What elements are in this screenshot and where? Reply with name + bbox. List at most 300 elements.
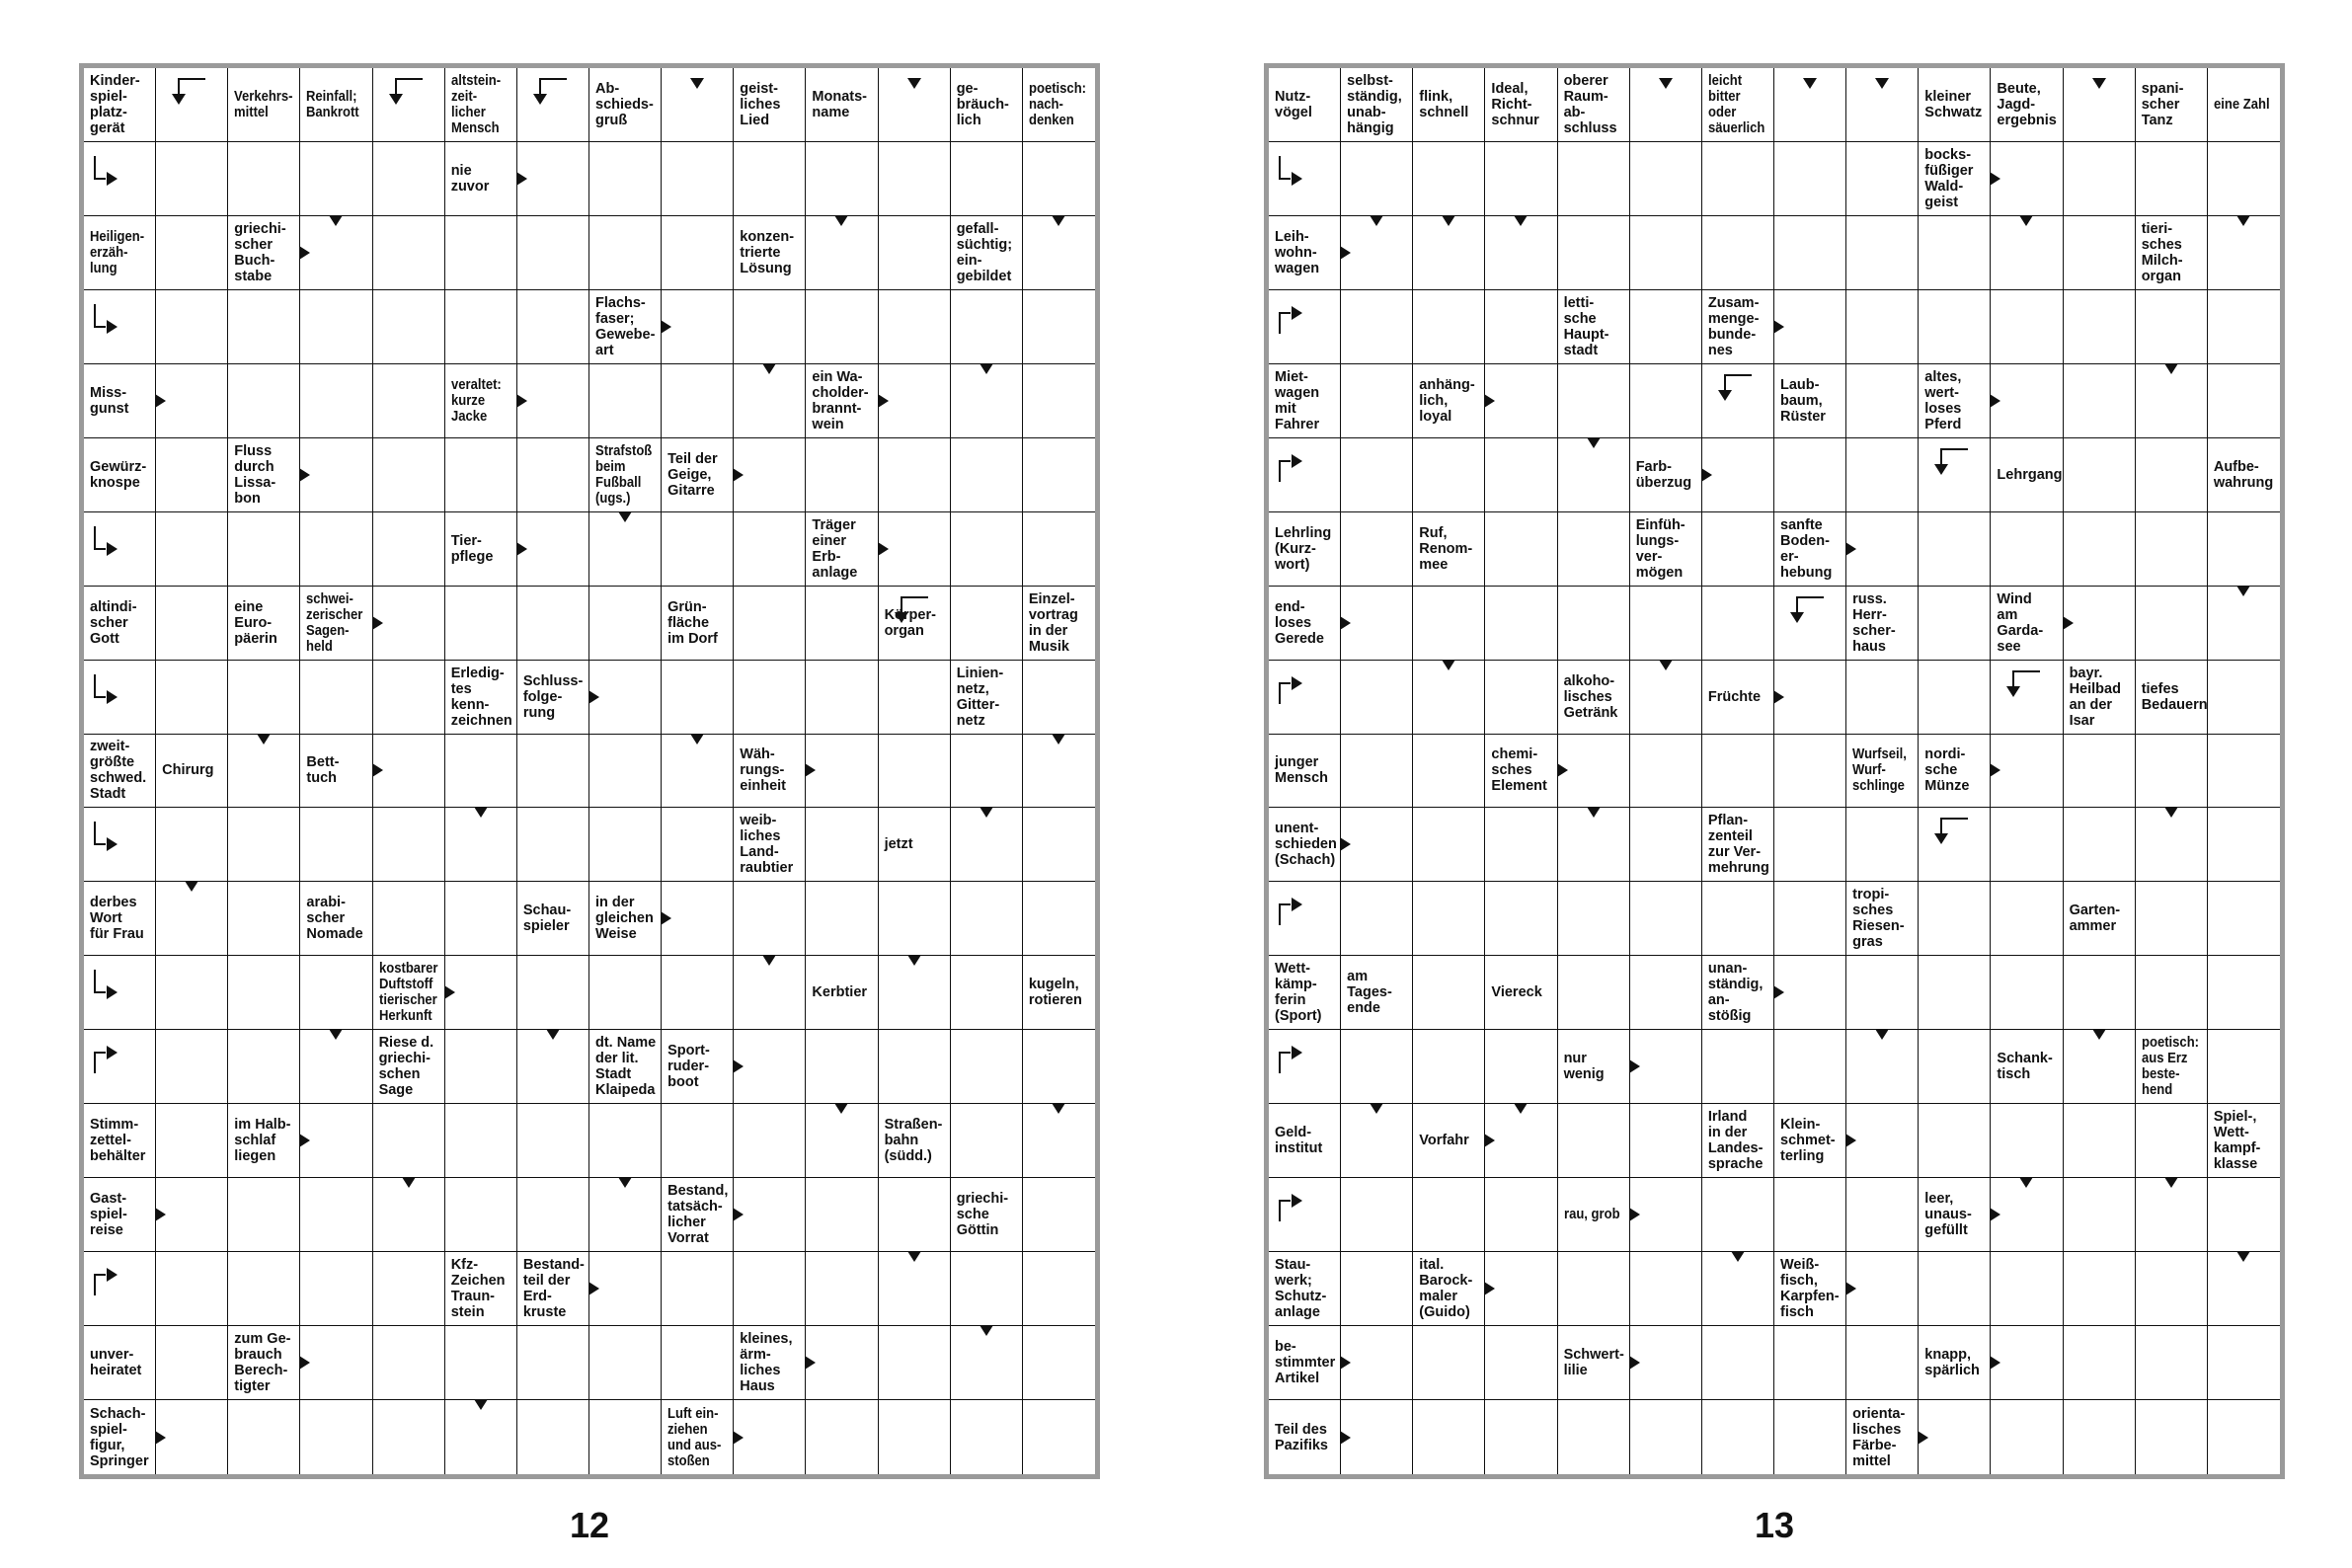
answer-cell[interactable] bbox=[662, 216, 734, 290]
answer-cell[interactable] bbox=[228, 735, 300, 809]
answer-cell[interactable] bbox=[517, 1104, 589, 1178]
answer-cell[interactable] bbox=[2208, 364, 2280, 438]
answer-cell[interactable] bbox=[1702, 142, 1774, 216]
answer-cell[interactable] bbox=[951, 512, 1023, 587]
answer-cell[interactable] bbox=[517, 1326, 589, 1400]
answer-cell[interactable] bbox=[589, 216, 662, 290]
answer-cell[interactable] bbox=[1485, 438, 1557, 512]
answer-cell[interactable] bbox=[84, 290, 156, 364]
answer-cell[interactable] bbox=[589, 1326, 662, 1400]
answer-cell[interactable] bbox=[734, 882, 806, 956]
answer-cell[interactable] bbox=[2064, 1252, 2136, 1326]
answer-cell[interactable] bbox=[1413, 661, 1485, 735]
answer-cell[interactable] bbox=[734, 956, 806, 1030]
answer-cell[interactable] bbox=[734, 142, 806, 216]
answer-cell[interactable] bbox=[1846, 364, 1919, 438]
answer-cell[interactable] bbox=[228, 1178, 300, 1252]
answer-cell[interactable] bbox=[2136, 587, 2208, 661]
answer-cell[interactable] bbox=[1846, 290, 1919, 364]
answer-cell[interactable] bbox=[373, 882, 445, 956]
answer-cell[interactable] bbox=[1023, 882, 1095, 956]
answer-cell[interactable] bbox=[300, 661, 372, 735]
answer-cell[interactable] bbox=[806, 882, 878, 956]
answer-cell[interactable] bbox=[156, 290, 228, 364]
answer-cell[interactable] bbox=[1485, 364, 1557, 438]
answer-cell[interactable] bbox=[1558, 364, 1630, 438]
answer-cell[interactable] bbox=[1702, 735, 1774, 809]
answer-cell[interactable] bbox=[734, 1400, 806, 1474]
answer-cell[interactable] bbox=[662, 364, 734, 438]
answer-cell[interactable] bbox=[1991, 512, 2063, 587]
answer-cell[interactable] bbox=[1023, 290, 1095, 364]
answer-cell[interactable] bbox=[156, 1178, 228, 1252]
answer-cell[interactable] bbox=[228, 1030, 300, 1104]
answer-cell[interactable] bbox=[228, 956, 300, 1030]
answer-cell[interactable] bbox=[879, 364, 951, 438]
answer-cell[interactable] bbox=[156, 216, 228, 290]
answer-cell[interactable] bbox=[1846, 438, 1919, 512]
answer-cell[interactable] bbox=[1846, 1030, 1919, 1104]
answer-cell[interactable] bbox=[1774, 216, 1846, 290]
answer-cell[interactable] bbox=[300, 364, 372, 438]
answer-cell[interactable] bbox=[1485, 1178, 1557, 1252]
answer-cell[interactable] bbox=[1846, 142, 1919, 216]
answer-cell[interactable] bbox=[589, 364, 662, 438]
answer-cell[interactable] bbox=[1774, 68, 1846, 142]
answer-cell[interactable] bbox=[517, 956, 589, 1030]
answer-cell[interactable] bbox=[1919, 587, 1991, 661]
answer-cell[interactable] bbox=[1991, 1326, 2063, 1400]
answer-cell[interactable] bbox=[951, 882, 1023, 956]
answer-cell[interactable] bbox=[2064, 808, 2136, 882]
answer-cell[interactable] bbox=[1919, 882, 1991, 956]
answer-cell[interactable] bbox=[1991, 808, 2063, 882]
answer-cell[interactable] bbox=[517, 735, 589, 809]
answer-cell[interactable] bbox=[156, 438, 228, 512]
answer-cell[interactable] bbox=[734, 290, 806, 364]
answer-cell[interactable] bbox=[589, 142, 662, 216]
answer-cell[interactable] bbox=[1413, 1178, 1485, 1252]
answer-cell[interactable] bbox=[1919, 956, 1991, 1030]
answer-cell[interactable] bbox=[1702, 438, 1774, 512]
answer-cell[interactable] bbox=[1630, 290, 1702, 364]
answer-cell[interactable] bbox=[1991, 956, 2063, 1030]
answer-cell[interactable] bbox=[662, 956, 734, 1030]
answer-cell[interactable] bbox=[300, 956, 372, 1030]
answer-cell[interactable] bbox=[1774, 142, 1846, 216]
answer-cell[interactable] bbox=[951, 290, 1023, 364]
answer-cell[interactable] bbox=[84, 1030, 156, 1104]
answer-cell[interactable] bbox=[2064, 735, 2136, 809]
answer-cell[interactable] bbox=[2064, 1326, 2136, 1400]
answer-cell[interactable] bbox=[1630, 1400, 1702, 1474]
answer-cell[interactable] bbox=[734, 661, 806, 735]
answer-cell[interactable] bbox=[589, 512, 662, 587]
answer-cell[interactable] bbox=[373, 1104, 445, 1178]
answer-cell[interactable] bbox=[1341, 216, 1413, 290]
answer-cell[interactable] bbox=[662, 808, 734, 882]
answer-cell[interactable] bbox=[2136, 290, 2208, 364]
answer-cell[interactable] bbox=[1269, 142, 1341, 216]
answer-cell[interactable] bbox=[879, 735, 951, 809]
answer-cell[interactable] bbox=[2064, 587, 2136, 661]
answer-cell[interactable] bbox=[2136, 512, 2208, 587]
answer-cell[interactable] bbox=[1774, 1326, 1846, 1400]
answer-cell[interactable] bbox=[2208, 142, 2280, 216]
answer-cell[interactable] bbox=[1023, 142, 1095, 216]
answer-cell[interactable] bbox=[156, 956, 228, 1030]
answer-cell[interactable] bbox=[445, 438, 517, 512]
answer-cell[interactable] bbox=[806, 808, 878, 882]
answer-cell[interactable] bbox=[1413, 216, 1485, 290]
answer-cell[interactable] bbox=[589, 1178, 662, 1252]
answer-cell[interactable] bbox=[517, 290, 589, 364]
answer-cell[interactable] bbox=[373, 1178, 445, 1252]
answer-cell[interactable] bbox=[373, 808, 445, 882]
answer-cell[interactable] bbox=[373, 68, 445, 142]
answer-cell[interactable] bbox=[2136, 808, 2208, 882]
answer-cell[interactable] bbox=[1023, 512, 1095, 587]
answer-cell[interactable] bbox=[300, 512, 372, 587]
answer-cell[interactable] bbox=[2208, 587, 2280, 661]
answer-cell[interactable] bbox=[1413, 1030, 1485, 1104]
answer-cell[interactable] bbox=[1341, 882, 1413, 956]
answer-cell[interactable] bbox=[2136, 1252, 2208, 1326]
answer-cell[interactable] bbox=[1485, 290, 1557, 364]
answer-cell[interactable] bbox=[662, 1326, 734, 1400]
answer-cell[interactable] bbox=[1702, 216, 1774, 290]
answer-cell[interactable] bbox=[228, 661, 300, 735]
answer-cell[interactable] bbox=[1846, 1104, 1919, 1178]
answer-cell[interactable] bbox=[951, 1030, 1023, 1104]
answer-cell[interactable] bbox=[1919, 1400, 1991, 1474]
answer-cell[interactable] bbox=[517, 808, 589, 882]
answer-cell[interactable] bbox=[879, 661, 951, 735]
answer-cell[interactable] bbox=[1413, 808, 1485, 882]
answer-cell[interactable] bbox=[1774, 1400, 1846, 1474]
answer-cell[interactable] bbox=[445, 587, 517, 661]
answer-cell[interactable] bbox=[879, 290, 951, 364]
answer-cell[interactable] bbox=[1413, 735, 1485, 809]
answer-cell[interactable] bbox=[1485, 216, 1557, 290]
answer-cell[interactable] bbox=[84, 661, 156, 735]
answer-cell[interactable] bbox=[1341, 438, 1413, 512]
answer-cell[interactable] bbox=[2208, 808, 2280, 882]
answer-cell[interactable] bbox=[1991, 661, 2063, 735]
answer-cell[interactable] bbox=[517, 216, 589, 290]
answer-cell[interactable] bbox=[589, 1252, 662, 1326]
answer-cell[interactable] bbox=[662, 142, 734, 216]
answer-cell[interactable] bbox=[1413, 290, 1485, 364]
answer-cell[interactable] bbox=[1023, 216, 1095, 290]
answer-cell[interactable] bbox=[2064, 142, 2136, 216]
answer-cell[interactable] bbox=[1023, 1104, 1095, 1178]
answer-cell[interactable] bbox=[806, 216, 878, 290]
answer-cell[interactable] bbox=[1630, 1326, 1702, 1400]
answer-cell[interactable] bbox=[445, 956, 517, 1030]
answer-cell[interactable] bbox=[2208, 1178, 2280, 1252]
answer-cell[interactable] bbox=[1023, 364, 1095, 438]
answer-cell[interactable] bbox=[1023, 1400, 1095, 1474]
answer-cell[interactable] bbox=[734, 1252, 806, 1326]
answer-cell[interactable] bbox=[734, 438, 806, 512]
answer-cell[interactable] bbox=[1413, 1400, 1485, 1474]
answer-cell[interactable] bbox=[517, 1178, 589, 1252]
answer-cell[interactable] bbox=[300, 1326, 372, 1400]
answer-cell[interactable] bbox=[1630, 587, 1702, 661]
answer-cell[interactable] bbox=[1485, 882, 1557, 956]
answer-cell[interactable] bbox=[1341, 1030, 1413, 1104]
answer-cell[interactable] bbox=[806, 661, 878, 735]
answer-cell[interactable] bbox=[156, 1252, 228, 1326]
answer-cell[interactable] bbox=[1630, 808, 1702, 882]
answer-cell[interactable] bbox=[879, 1252, 951, 1326]
answer-cell[interactable] bbox=[879, 1326, 951, 1400]
answer-cell[interactable] bbox=[1341, 290, 1413, 364]
answer-cell[interactable] bbox=[517, 68, 589, 142]
answer-cell[interactable] bbox=[156, 661, 228, 735]
answer-cell[interactable] bbox=[1702, 1030, 1774, 1104]
answer-cell[interactable] bbox=[951, 587, 1023, 661]
answer-cell[interactable] bbox=[1413, 587, 1485, 661]
answer-cell[interactable] bbox=[1774, 1178, 1846, 1252]
answer-cell[interactable] bbox=[156, 1400, 228, 1474]
answer-cell[interactable] bbox=[445, 1400, 517, 1474]
answer-cell[interactable] bbox=[2208, 1030, 2280, 1104]
answer-cell[interactable] bbox=[1558, 1252, 1630, 1326]
answer-cell[interactable] bbox=[1846, 1326, 1919, 1400]
answer-cell[interactable] bbox=[2064, 1178, 2136, 1252]
answer-cell[interactable] bbox=[1630, 216, 1702, 290]
answer-cell[interactable] bbox=[373, 661, 445, 735]
answer-cell[interactable] bbox=[1630, 1030, 1702, 1104]
answer-cell[interactable] bbox=[1269, 438, 1341, 512]
answer-cell[interactable] bbox=[951, 1326, 1023, 1400]
answer-cell[interactable] bbox=[662, 512, 734, 587]
answer-cell[interactable] bbox=[1702, 1178, 1774, 1252]
answer-cell[interactable] bbox=[1846, 216, 1919, 290]
answer-cell[interactable] bbox=[84, 142, 156, 216]
answer-cell[interactable] bbox=[373, 1252, 445, 1326]
answer-cell[interactable] bbox=[1341, 1252, 1413, 1326]
answer-cell[interactable] bbox=[300, 1252, 372, 1326]
answer-cell[interactable] bbox=[1702, 364, 1774, 438]
answer-cell[interactable] bbox=[1413, 142, 1485, 216]
answer-cell[interactable] bbox=[662, 735, 734, 809]
answer-cell[interactable] bbox=[589, 1400, 662, 1474]
answer-cell[interactable] bbox=[1269, 661, 1341, 735]
answer-cell[interactable] bbox=[84, 1252, 156, 1326]
answer-cell[interactable] bbox=[1919, 1030, 1991, 1104]
answer-cell[interactable] bbox=[1774, 290, 1846, 364]
answer-cell[interactable] bbox=[662, 68, 734, 142]
answer-cell[interactable] bbox=[1485, 1326, 1557, 1400]
answer-cell[interactable] bbox=[1846, 1178, 1919, 1252]
answer-cell[interactable] bbox=[589, 587, 662, 661]
answer-cell[interactable] bbox=[1919, 216, 1991, 290]
answer-cell[interactable] bbox=[300, 1030, 372, 1104]
answer-cell[interactable] bbox=[1846, 512, 1919, 587]
answer-cell[interactable] bbox=[879, 142, 951, 216]
answer-cell[interactable] bbox=[1774, 956, 1846, 1030]
answer-cell[interactable] bbox=[1485, 1400, 1557, 1474]
answer-cell[interactable] bbox=[806, 1400, 878, 1474]
answer-cell[interactable] bbox=[2208, 1252, 2280, 1326]
answer-cell[interactable] bbox=[1023, 735, 1095, 809]
answer-cell[interactable] bbox=[2064, 1400, 2136, 1474]
answer-cell[interactable] bbox=[2064, 216, 2136, 290]
answer-cell[interactable] bbox=[1702, 587, 1774, 661]
answer-cell[interactable] bbox=[1846, 808, 1919, 882]
answer-cell[interactable] bbox=[373, 512, 445, 587]
answer-cell[interactable] bbox=[1919, 1252, 1991, 1326]
answer-cell[interactable] bbox=[517, 512, 589, 587]
answer-cell[interactable] bbox=[951, 364, 1023, 438]
answer-cell[interactable] bbox=[84, 808, 156, 882]
answer-cell[interactable] bbox=[1341, 1178, 1413, 1252]
answer-cell[interactable] bbox=[1341, 735, 1413, 809]
answer-cell[interactable] bbox=[1774, 438, 1846, 512]
answer-cell[interactable] bbox=[156, 142, 228, 216]
answer-cell[interactable] bbox=[734, 1178, 806, 1252]
answer-cell[interactable] bbox=[445, 1178, 517, 1252]
answer-cell[interactable] bbox=[156, 882, 228, 956]
answer-cell[interactable] bbox=[1630, 735, 1702, 809]
answer-cell[interactable] bbox=[517, 587, 589, 661]
answer-cell[interactable] bbox=[1774, 1030, 1846, 1104]
answer-cell[interactable] bbox=[1702, 882, 1774, 956]
answer-cell[interactable] bbox=[517, 364, 589, 438]
answer-cell[interactable] bbox=[662, 1104, 734, 1178]
answer-cell[interactable] bbox=[228, 290, 300, 364]
answer-cell[interactable] bbox=[1485, 808, 1557, 882]
answer-cell[interactable] bbox=[445, 1326, 517, 1400]
answer-cell[interactable] bbox=[2064, 512, 2136, 587]
answer-cell[interactable] bbox=[951, 142, 1023, 216]
answer-cell[interactable] bbox=[1991, 1252, 2063, 1326]
answer-cell[interactable] bbox=[951, 438, 1023, 512]
answer-cell[interactable] bbox=[806, 438, 878, 512]
answer-cell[interactable] bbox=[1702, 1252, 1774, 1326]
answer-cell[interactable] bbox=[806, 142, 878, 216]
answer-cell[interactable] bbox=[156, 1326, 228, 1400]
answer-cell[interactable] bbox=[445, 1030, 517, 1104]
answer-cell[interactable] bbox=[1485, 1104, 1557, 1178]
answer-cell[interactable] bbox=[806, 1030, 878, 1104]
answer-cell[interactable] bbox=[879, 68, 951, 142]
answer-cell[interactable] bbox=[2136, 142, 2208, 216]
answer-cell[interactable] bbox=[1413, 1326, 1485, 1400]
answer-cell[interactable] bbox=[879, 216, 951, 290]
answer-cell[interactable] bbox=[1846, 68, 1919, 142]
answer-cell[interactable] bbox=[445, 216, 517, 290]
answer-cell[interactable] bbox=[1630, 68, 1702, 142]
answer-cell[interactable] bbox=[734, 587, 806, 661]
answer-cell[interactable] bbox=[2136, 956, 2208, 1030]
answer-cell[interactable] bbox=[228, 808, 300, 882]
answer-cell[interactable] bbox=[373, 364, 445, 438]
answer-cell[interactable] bbox=[879, 1030, 951, 1104]
answer-cell[interactable] bbox=[1341, 364, 1413, 438]
answer-cell[interactable] bbox=[1269, 882, 1341, 956]
answer-cell[interactable] bbox=[806, 1178, 878, 1252]
answer-cell[interactable] bbox=[589, 1104, 662, 1178]
answer-cell[interactable] bbox=[589, 735, 662, 809]
answer-cell[interactable] bbox=[1991, 735, 2063, 809]
answer-cell[interactable] bbox=[1485, 512, 1557, 587]
answer-cell[interactable] bbox=[156, 364, 228, 438]
answer-cell[interactable] bbox=[1558, 1400, 1630, 1474]
answer-cell[interactable] bbox=[1702, 512, 1774, 587]
answer-cell[interactable] bbox=[156, 808, 228, 882]
answer-cell[interactable] bbox=[300, 1400, 372, 1474]
answer-cell[interactable] bbox=[1341, 512, 1413, 587]
answer-cell[interactable] bbox=[806, 1252, 878, 1326]
answer-cell[interactable] bbox=[806, 1104, 878, 1178]
answer-cell[interactable] bbox=[1991, 216, 2063, 290]
answer-cell[interactable] bbox=[445, 735, 517, 809]
answer-cell[interactable] bbox=[2208, 512, 2280, 587]
answer-cell[interactable] bbox=[2136, 882, 2208, 956]
answer-cell[interactable] bbox=[951, 1252, 1023, 1326]
answer-cell[interactable] bbox=[2208, 1326, 2280, 1400]
answer-cell[interactable] bbox=[734, 364, 806, 438]
answer-cell[interactable] bbox=[1558, 512, 1630, 587]
answer-cell[interactable] bbox=[1919, 512, 1991, 587]
answer-cell[interactable] bbox=[517, 438, 589, 512]
answer-cell[interactable] bbox=[1630, 1104, 1702, 1178]
answer-cell[interactable] bbox=[1774, 661, 1846, 735]
answer-cell[interactable] bbox=[2136, 1400, 2208, 1474]
answer-cell[interactable] bbox=[156, 587, 228, 661]
answer-cell[interactable] bbox=[806, 587, 878, 661]
answer-cell[interactable] bbox=[1774, 587, 1846, 661]
answer-cell[interactable] bbox=[951, 808, 1023, 882]
answer-cell[interactable] bbox=[1630, 956, 1702, 1030]
answer-cell[interactable] bbox=[951, 956, 1023, 1030]
answer-cell[interactable] bbox=[1702, 1400, 1774, 1474]
answer-cell[interactable] bbox=[1341, 142, 1413, 216]
answer-cell[interactable] bbox=[879, 438, 951, 512]
answer-cell[interactable] bbox=[2136, 1326, 2208, 1400]
answer-cell[interactable] bbox=[1702, 1326, 1774, 1400]
answer-cell[interactable] bbox=[2208, 290, 2280, 364]
answer-cell[interactable] bbox=[1558, 438, 1630, 512]
answer-cell[interactable] bbox=[879, 956, 951, 1030]
answer-cell[interactable] bbox=[1630, 661, 1702, 735]
answer-cell[interactable] bbox=[2136, 1178, 2208, 1252]
answer-cell[interactable] bbox=[662, 290, 734, 364]
answer-cell[interactable] bbox=[300, 1178, 372, 1252]
answer-cell[interactable] bbox=[228, 142, 300, 216]
answer-cell[interactable] bbox=[300, 142, 372, 216]
answer-cell[interactable] bbox=[734, 1104, 806, 1178]
answer-cell[interactable] bbox=[373, 438, 445, 512]
answer-cell[interactable] bbox=[1919, 290, 1991, 364]
answer-cell[interactable] bbox=[373, 587, 445, 661]
answer-cell[interactable] bbox=[1991, 1400, 2063, 1474]
answer-cell[interactable] bbox=[1630, 1252, 1702, 1326]
answer-cell[interactable] bbox=[806, 290, 878, 364]
answer-cell[interactable] bbox=[1341, 587, 1413, 661]
answer-cell[interactable] bbox=[1558, 1104, 1630, 1178]
answer-cell[interactable] bbox=[1023, 438, 1095, 512]
answer-cell[interactable] bbox=[1413, 438, 1485, 512]
answer-cell[interactable] bbox=[1485, 142, 1557, 216]
answer-cell[interactable] bbox=[1846, 956, 1919, 1030]
answer-cell[interactable] bbox=[1991, 1104, 2063, 1178]
answer-cell[interactable] bbox=[1630, 364, 1702, 438]
